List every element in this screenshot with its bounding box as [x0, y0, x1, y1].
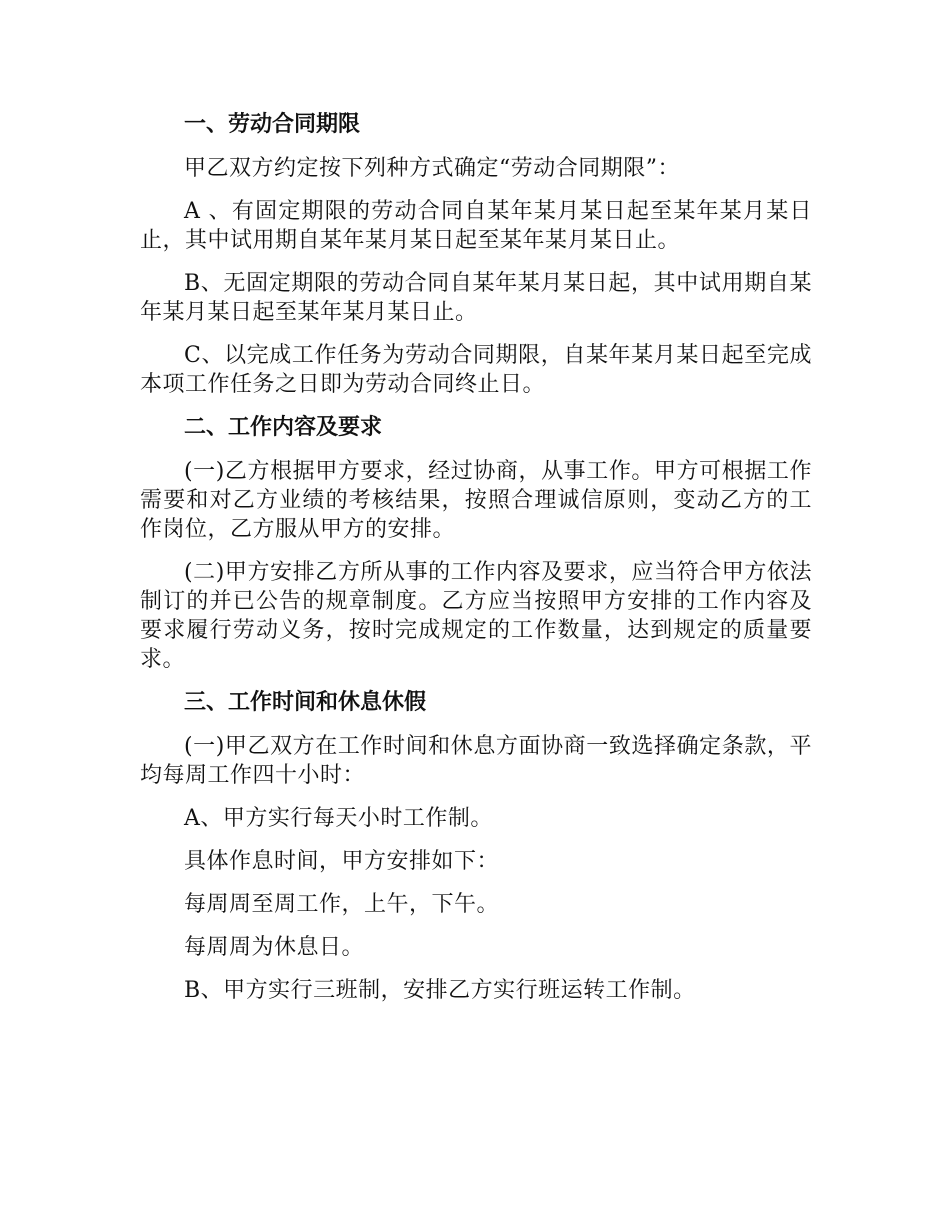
paragraph: B、无固定期限的劳动合同自某年某月某日起，其中试用期自某年某月某日起至某年某月某日止。 — [140, 271, 812, 325]
section-heading-work-content: 二、工作内容及要求 — [184, 415, 383, 440]
paragraph: (一)乙方根据甲方要求，经过协商，从事工作。甲方可根据工作需要和对乙方业绩的考核结果，按照合理诚信原则，变动乙方的工作岗位，乙方服从甲方的安排。 — [140, 459, 812, 542]
paragraph: (二)甲方安排乙方所从事的工作内容及要求，应当符合甲方依法制订的并已公告的规章制度。乙方应当按照甲方安排的工作内容及要求履行劳动义务，按时完成规定的工作数量，达到规定的质量要求。 — [140, 560, 812, 672]
section-heading-work-hours: 三、工作时间和休息休假 — [184, 690, 427, 715]
document-body — [140, 110, 812, 1019]
paragraph: A 、有固定期限的劳动合同自某年某月某日起至某年某月某日止，其中试用期自某年某月某日起至某年某月某日止。 — [140, 199, 812, 253]
paragraph: (一)甲乙双方在工作时间和休息方面协商一致选择确定条款，平均每周工作四十小时： — [140, 734, 812, 788]
paragraph: C、以完成工作任务为劳动合同期限，自某年某月某日起至完成本项工作任务之日即为劳动合同终止日。 — [140, 343, 812, 397]
paragraph: 甲乙双方约定按下列种方式确定“劳动合同期限”： — [184, 156, 680, 181]
paragraph: 每周周为休息日。 — [184, 935, 365, 960]
section-heading-contract-term: 一、劳动合同期限 — [184, 112, 361, 137]
paragraph: 具体作息时间，甲方安排如下： — [184, 849, 500, 874]
paragraph: 每周周至周工作，上午，下午。 — [184, 892, 500, 917]
paragraph: A、甲方实行每天小时工作制。 — [184, 806, 493, 831]
paragraph: B、甲方实行三班制，安排乙方实行班运转工作制。 — [184, 978, 696, 1003]
